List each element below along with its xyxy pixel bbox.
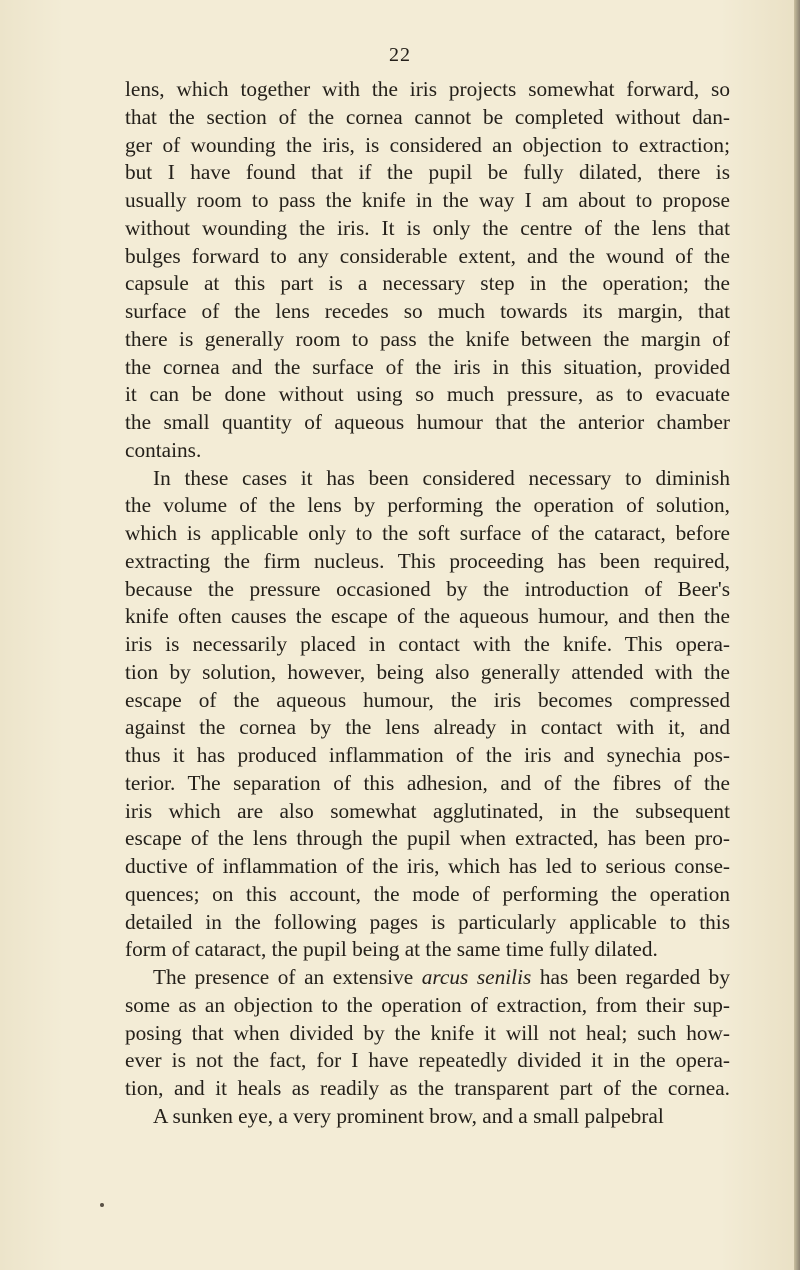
text-line: some as an objection to the operation of extraction, from their sup- xyxy=(125,992,730,1017)
text-line: surface of the lens recedes so much towards its margin, that xyxy=(125,299,730,323)
text-line: quences; on this account, the mode of performing the operation xyxy=(125,881,730,906)
text-line: ger of wounding the iris, is considered an objection to extraction; xyxy=(125,132,730,157)
paragraph-start-line xyxy=(125,964,730,992)
italic-term: arcus senilis xyxy=(421,965,532,989)
text-line: tion, and it heals as readily as the transparent part of the cornea. xyxy=(125,1076,730,1100)
text-line: ever is not the fact, for I have repeatedly divided it in the opera- xyxy=(125,1048,730,1073)
page-number: 22 xyxy=(389,44,411,66)
text-line: it can be done without using so much pressure, as to evacuate xyxy=(125,382,730,407)
text-line: detailed in the following pages is particularly applicable to this xyxy=(125,909,730,934)
page-edge-shadow xyxy=(794,0,800,1270)
text-line: ductive of inflammation of the iris, which has led to serious conse- xyxy=(125,854,730,878)
text-line: escape of the aqueous humour, the iris becomes compressed xyxy=(125,687,730,712)
text-line: without wounding the iris. It is only the centre of the lens that xyxy=(125,215,730,240)
text-line: the small quantity of aqueous humour that the anterior chamber xyxy=(125,410,730,434)
text-line: the cornea and the surface of the iris in this situation, provided xyxy=(125,354,730,379)
text-line: terior. The separation of this adhesion, and of the fibres of the xyxy=(125,770,730,795)
text-line: that the section of the cornea cannot be completed without dan- xyxy=(125,104,730,129)
text-line: posing that when divided by the knife it will not heal; such how- xyxy=(125,1020,730,1045)
text-line: against the cornea by the lens already in contact with it, and xyxy=(125,715,730,740)
text-line: escape of the lens through the pupil when extracted, has been pro- xyxy=(125,826,730,851)
text-line: lens, which together with the iris projects somewhat forward, so xyxy=(125,77,730,101)
text-line: tion by solution, however, being also generally attended with the xyxy=(125,659,730,684)
text-line: which is applicable only to the soft surface of the cataract, before xyxy=(125,521,730,545)
text-line: because the pressure occasioned by the introduction of Beer's xyxy=(125,576,730,601)
text-line: the volume of the lens by performing the operation of solution, xyxy=(125,493,730,518)
ink-speck xyxy=(100,1203,104,1207)
text-line: bulges forward to any considerable extent, and the wound of the xyxy=(125,243,730,268)
text-run: The presence of an extensive xyxy=(153,965,422,989)
text-line: there is generally room to pass the knife between the margin of xyxy=(125,326,730,351)
paragraph-start-line: In these cases it has been considered necessary to diminish xyxy=(153,465,730,490)
paragraph-start-line: A sunken eye, a very prominent brow, and a small palpebral xyxy=(153,1103,664,1128)
text-line: iris which are also somewhat agglutinated, in the subsequent xyxy=(125,798,730,823)
body-text xyxy=(125,76,730,1131)
text-line: thus it has produced inflammation of the iris and synechia pos- xyxy=(125,743,730,767)
text-line: contains. xyxy=(125,437,202,462)
text-line: iris is necessarily placed in contact with the knife. This opera- xyxy=(125,632,730,656)
text-line: knife often causes the escape of the aqueous humour, and then the xyxy=(125,604,730,629)
text-line: form of cataract, the pupil being at the same time fully dilated. xyxy=(125,937,658,962)
text-line: capsule at this part is a necessary step in the operation; the xyxy=(125,271,730,296)
text-line: but I have found that if the pupil be fully dilated, there is xyxy=(125,160,730,185)
text-line: extracting the firm nucleus. This proceeding has been required, xyxy=(125,548,730,573)
text-line: usually room to pass the knife in the way I am about to propose xyxy=(125,188,730,212)
text-run: has been regarded by xyxy=(539,965,730,989)
